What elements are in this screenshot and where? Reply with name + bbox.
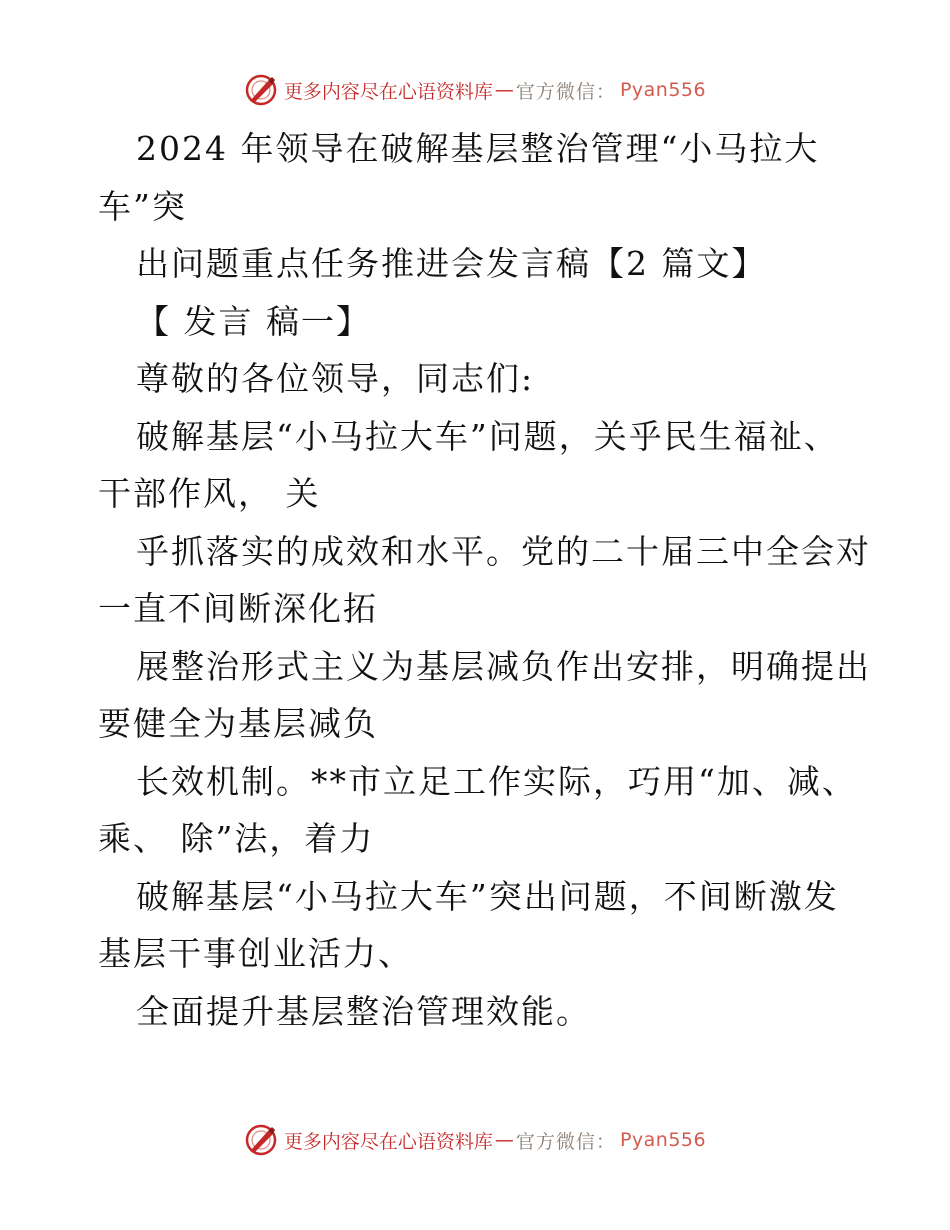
document-line: 要健全为基层减负: [98, 704, 378, 743]
document-line: 车”突: [98, 186, 187, 226]
pen-logo-icon: [244, 1123, 278, 1157]
document-line: 全面提升基层整治管理效能。: [136, 991, 591, 1031]
document-line: 基层干事创业活力、: [98, 934, 413, 973]
header-banner: [0, 70, 950, 110]
document-line: 长效机制。**市立足工作实际，巧用“加、减、: [136, 761, 857, 801]
document-line: 出问题重点任务推进会发言稿【2 篇文】: [136, 244, 767, 283]
banner-official-label: 官方微信：: [515, 1130, 616, 1153]
banner-wechat-id: Pyan556: [619, 1129, 707, 1151]
footer-banner: [0, 1120, 950, 1160]
document-body: [98, 120, 871, 1040]
banner-main-text: 更多内容尽在心语资料库: [283, 80, 493, 103]
document-line: 破解基层“小马拉大车”突出问题，不间断激发: [136, 876, 839, 916]
pen-logo-icon: [244, 73, 278, 107]
banner-dash: —: [494, 1129, 514, 1151]
banner-dash: —: [494, 79, 514, 101]
document-line: 展整治形式主义为基层减负作出安排，明确提出: [136, 646, 871, 686]
document-line: 破解基层“小马拉大车”问题，关乎民生福祉、: [136, 416, 839, 456]
document-line: 乘、 除”法，着力: [98, 819, 375, 858]
banner-wechat-id: Pyan556: [619, 79, 707, 101]
document-line: 【 发言 稿一】: [136, 301, 371, 341]
banner-official-label: 官方微信：: [515, 80, 616, 103]
document-line: 一直不间断深化拓: [98, 589, 378, 628]
document-line: 乎抓落实的成效和水平。党的二十届三中全会对: [136, 531, 871, 571]
document-line: 尊敬的各位领导，同志们:: [136, 359, 535, 398]
document-line: 干部作风， 关: [98, 474, 321, 513]
document-line: 2024 年领导在破解基层整治管理“小马拉大: [136, 129, 820, 168]
banner-main-text: 更多内容尽在心语资料库: [283, 1130, 493, 1153]
